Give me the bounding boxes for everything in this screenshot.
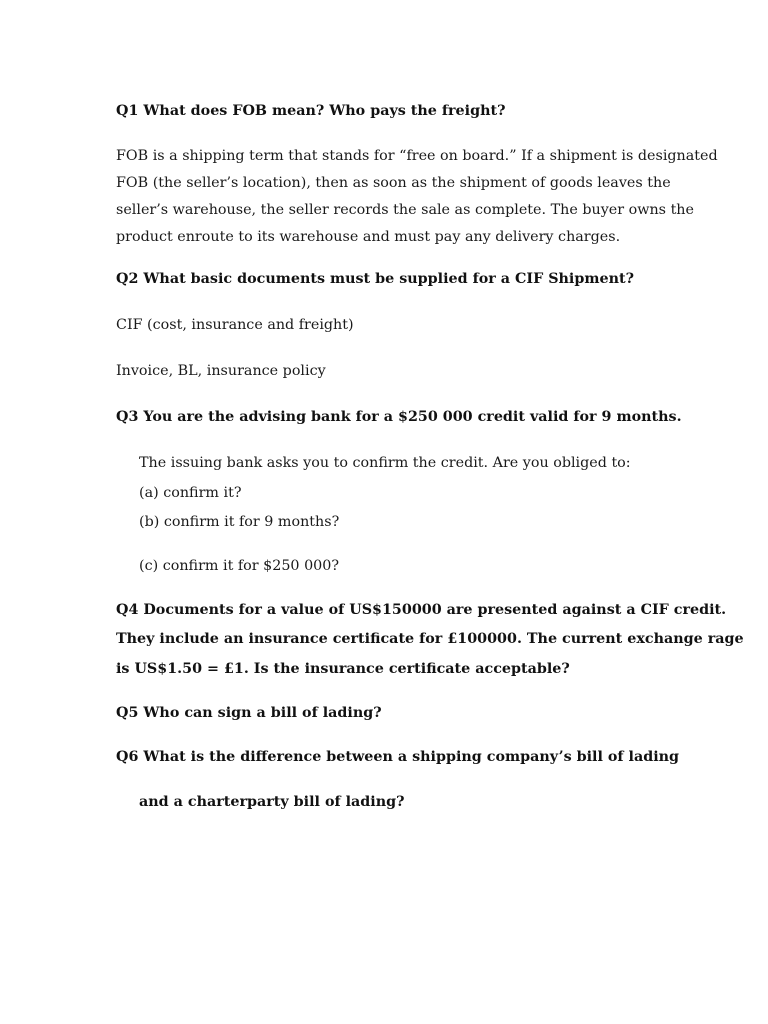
q4-question-line-1: Q4 Documents for a value of US$150000 are presented against a CIF credit.: [116, 602, 727, 618]
q1-answer-line-3: seller’s warehouse, the seller records the sale as complete. The buyer owns the: [116, 202, 694, 218]
q4-question-line-2: They include an insurance certificate for £100000. The current exchange rage: [116, 631, 744, 647]
q4-question-line-3: is US$1.50 = £1. Is the insurance certificate acceptable?: [116, 661, 570, 677]
q2-answer-line-2: Invoice, BL, insurance policy: [116, 363, 326, 379]
q1-answer-line-1: FOB is a shipping term that stands for “free on board.” If a shipment is designated: [116, 148, 718, 164]
q1-answer-line-4: product enroute to its warehouse and must pay any delivery charges.: [116, 229, 621, 245]
q3-sub-line-1: The issuing bank asks you to confirm the credit. Are you obliged to:: [139, 455, 631, 471]
q3-option-c: (c) confirm it for $250 000?: [139, 558, 340, 574]
q1-question: Q1 What does FOB mean? Who pays the freight?: [116, 103, 506, 119]
q5-question: Q5 Who can sign a bill of lading?: [116, 705, 382, 721]
q3-question: Q3 You are the advising bank for a $250 000 credit valid for 9 months.: [116, 409, 682, 425]
q1-answer-line-2: FOB (the seller’s location), then as soon as the shipment of goods leaves the: [116, 175, 671, 191]
q3-option-a: (a) confirm it?: [139, 485, 242, 501]
q6-question-line-1: Q6 What is the difference between a shipping company’s bill of lading: [116, 749, 680, 765]
q6-question-line-2: and a charterparty bill of lading?: [139, 794, 405, 810]
q2-question: Q2 What basic documents must be supplied for a CIF Shipment?: [116, 271, 634, 287]
q3-option-b: (b) confirm it for 9 months?: [139, 514, 340, 530]
q2-answer-line-1: CIF (cost, insurance and freight): [116, 317, 354, 333]
